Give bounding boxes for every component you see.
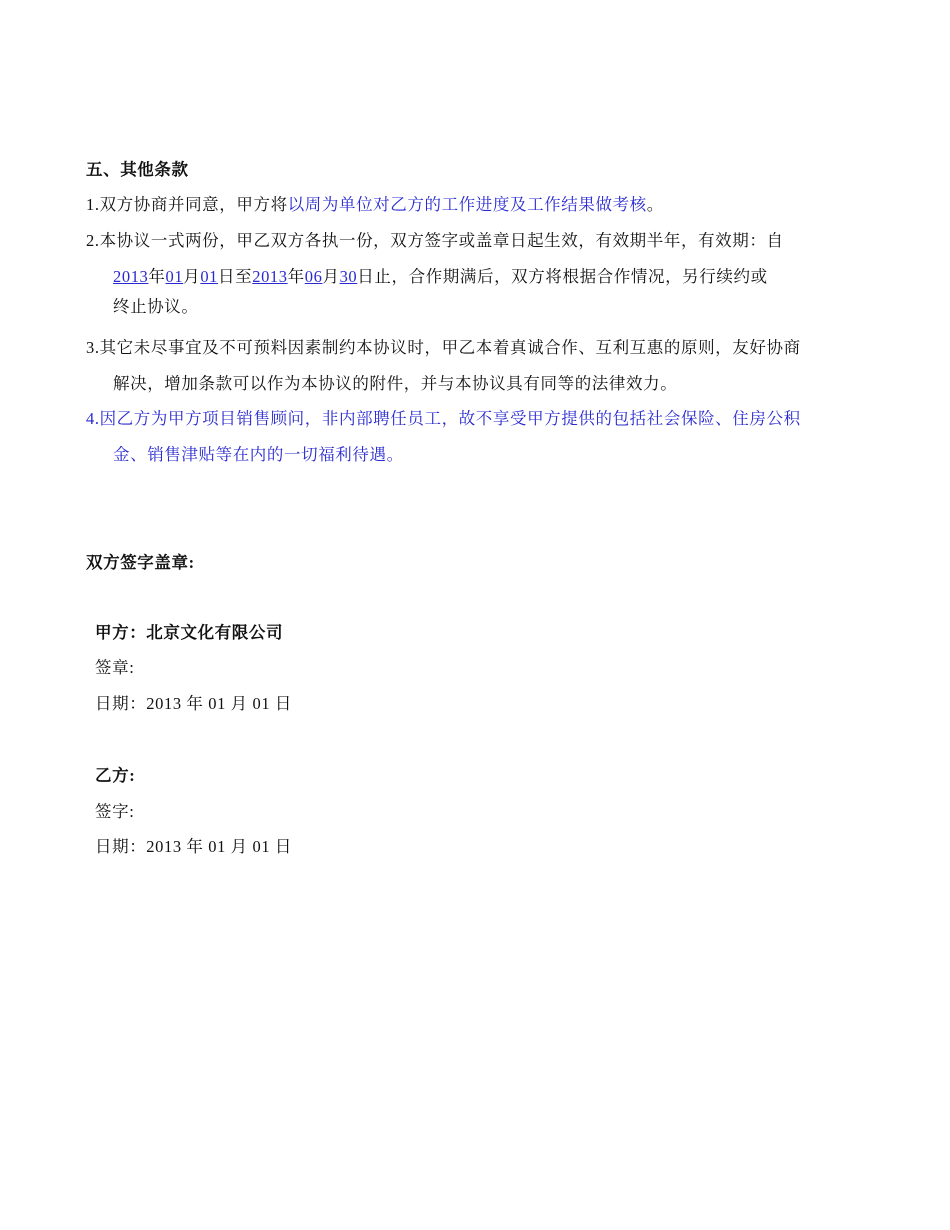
end-month: 06: [304, 267, 323, 286]
clause-4-line-1: [86, 408, 801, 430]
end-year: 2013: [252, 267, 288, 286]
clause-number: 4.: [86, 409, 100, 428]
clause-3-line-1: [86, 337, 801, 359]
clause-number: 2.: [86, 231, 100, 250]
party-a-date: 日期：2013 年 01 月 01 日: [95, 694, 293, 713]
clause-highlight: 以周为单位对乙方的工作进度及工作结果做考核: [287, 195, 647, 214]
signature-heading: 双方签字盖章:: [86, 553, 195, 572]
clause-2-line-3: 终止协议。: [113, 297, 199, 316]
clause-number: 3.: [86, 338, 100, 357]
text: 月: [322, 267, 340, 286]
end-day: 30: [339, 267, 358, 286]
clause-text: 因乙方为甲方项目销售顾问，非内部聘任员工，故不享受甲方提供的包括社会保险、住房公积: [99, 409, 801, 428]
clause-2-line-1: [86, 230, 784, 252]
party-a-label: 甲方：北京文化有限公司: [95, 623, 284, 642]
text: 月: [183, 267, 201, 286]
party-b-date: 日期：2013 年 01 月 01 日: [95, 837, 293, 856]
section-title: 五、其他条款: [86, 160, 189, 179]
text: 年: [287, 267, 305, 286]
clause-text: 本协议一式两份，甲乙双方各执一份，双方签字或盖章日起生效，有效期半年，有效期：自: [99, 231, 784, 250]
clause-4-line-2: 金、销售津贴等在内的一切福利待遇。: [113, 445, 404, 464]
clause-text: 。: [646, 195, 664, 214]
clause-1: [86, 194, 664, 216]
text: 日至: [218, 267, 253, 286]
clause-3-line-2: 解决，增加条款可以作为本协议的附件，并与本协议具有同等的法律效力。: [113, 374, 678, 393]
clause-number: 1.: [86, 195, 100, 214]
start-month: 01: [165, 267, 184, 286]
start-year: 2013: [113, 267, 149, 286]
text: 年: [148, 267, 166, 286]
party-b-label: 乙方:: [95, 766, 136, 785]
clause-2-line-2: [113, 266, 768, 288]
text: 日止，合作期满后，双方将根据合作情况，另行续约或: [357, 267, 768, 286]
clause-text: 其它未尽事宜及不可预料因素制约本协议时，甲乙本着真诚合作、互利互惠的原则，友好协商: [99, 338, 801, 357]
party-a-seal: 签章:: [95, 658, 135, 677]
clause-text: 双方协商并同意，甲方将: [99, 195, 288, 214]
start-day: 01: [200, 267, 219, 286]
party-b-sign: 签字:: [95, 802, 135, 821]
